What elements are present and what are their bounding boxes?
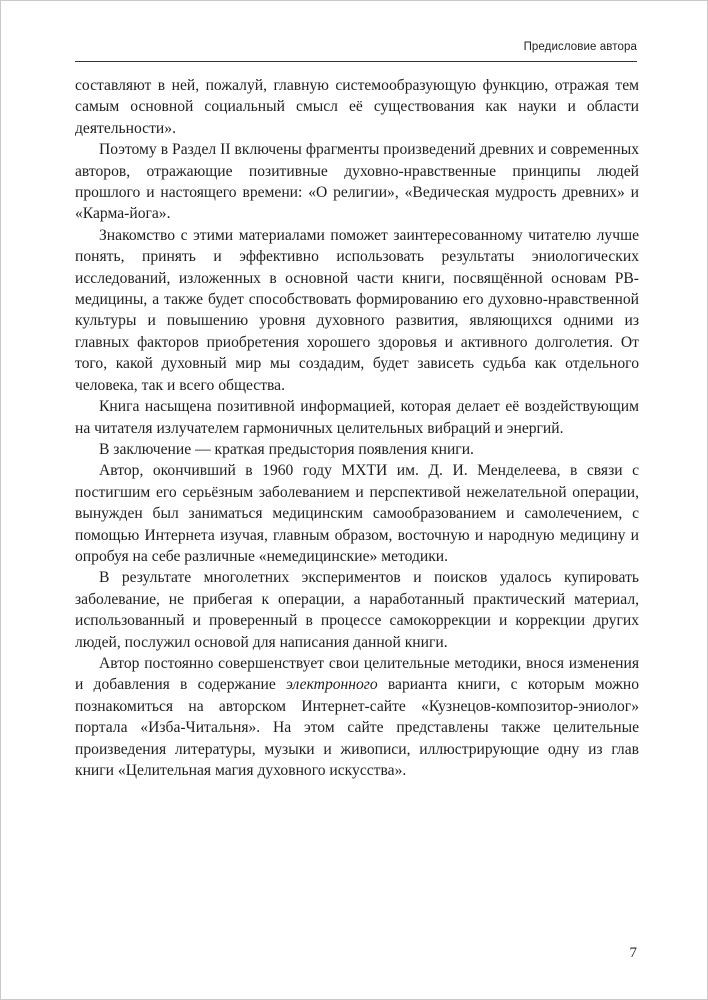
paragraph-1: составляют в ней, пожалуй, главную системообразующую функцию, отражая тем самым основной социальный смысл её существования как науки и области деятельности».: [75, 77, 639, 137]
paragraph-8-text-end: варианта книги, с которым можно познакомиться на авторском Интернет-сайте «Кузнецов-композитор-эниолог» портала «Изба-Читальня». На этом сайте представлены также целительные произведения литературы, музыки и живописи, иллюстрирующие одну из глав книги «Целительная магия духовного искусства».: [75, 676, 639, 779]
paragraph-8: [75, 653, 639, 781]
body-text: [75, 75, 639, 781]
paragraph-8-text-start: Автор постоянно совершенствует свои целительные методики, внося изменения и добавления в содержание: [75, 654, 639, 694]
paragraph-2: Поэтому в Раздел II включены фрагменты произведений древних и современных авторов, отражающие позитивные духовно-нравственные принципы людей прошлого и настоящего времени: «О религии», «Ведическая мудрость древних» и «Карма-йога».: [75, 141, 639, 223]
header-rule: [75, 61, 637, 62]
paragraph-6: Автор, окончивший в 1960 году МХТИ им. Д. И. Менделеева, в связи с постигшим его серьёзным заболеванием и перспективой нежелательной операции, вынужден был заниматься медицинским самообразованием и самолечением, с помощью Интернета изучая, главным образом, восточную и народную медицину и опробуя на себе различные «немедицинские» методики.: [75, 462, 639, 565]
paragraph-8-italic-word: электронного: [286, 676, 378, 694]
paragraph-3: Знакомство с этими материалами поможет заинтересованному читателю лучше понять, принять и эффективно использовать результаты эниологических исследований, изложенных в основной части книги, посвящённой основам РВ-медицины, а также будет способствовать формированию его духовно-нравственной культуры и повышению уровня духовного развития, являющихся одними из главных факторов приобретения хорошего здоровья и активного долголетия. От того, какой духовный мир мы создадим, будет зависеть судьба как отдельного человека, так и всего общества.: [75, 226, 639, 394]
paragraph-5: В заключение — краткая предыстория появления книги.: [99, 440, 474, 458]
paragraph-7: В результате многолетних экспериментов и поисков удалось купировать заболевание, не прибегая к операции, а наработанный практический материал, использованный и проверенный в процессе самокоррекции и коррекции других людей, послужил основой для написания данной книги.: [75, 569, 639, 651]
running-header-title: Предисловие автора: [523, 41, 637, 53]
paragraph-4: Книга насыщена позитивной информацией, которая делает её воздействующим на читателя излучателем гармоничных целительных вибраций и энергий.: [75, 398, 639, 437]
page-number: 7: [629, 945, 637, 961]
